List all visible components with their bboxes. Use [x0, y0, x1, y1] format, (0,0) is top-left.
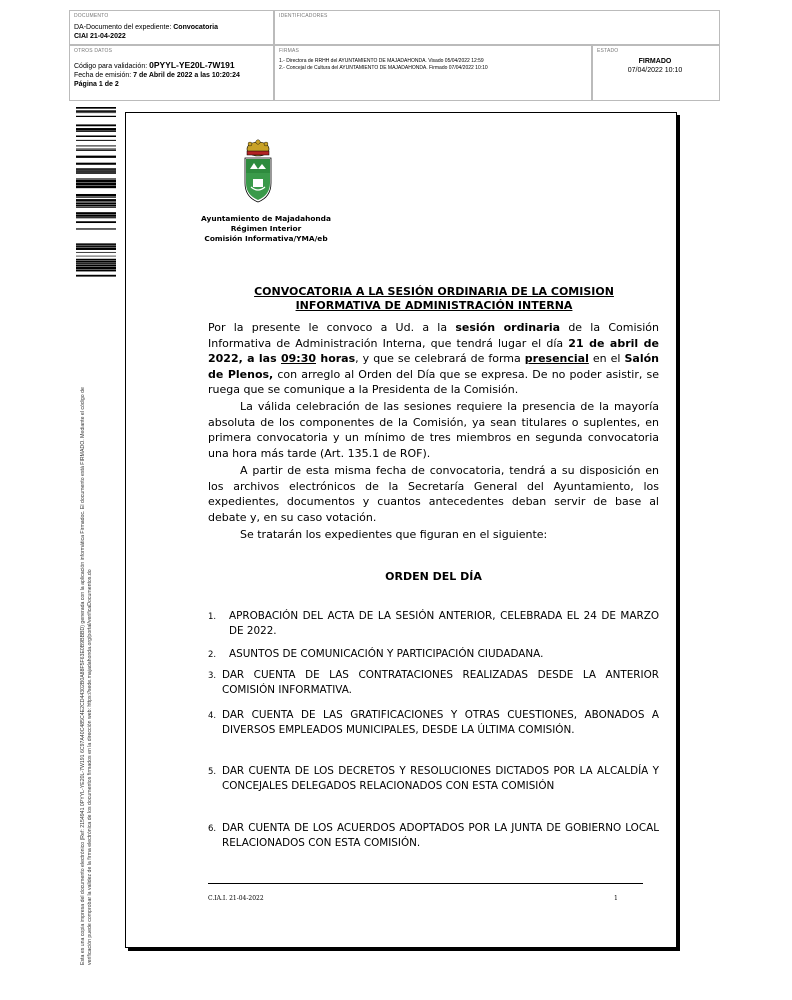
- document-page: [125, 112, 677, 948]
- pagina-indicator: Página 1 de 2: [74, 81, 119, 88]
- side-note-line-2: verificación puede comprobar la validez de la firma electrónica de los documentos firmados en la dirección web: https://sede.majadahonda.org/portal/verificaDocumentos.do: [86, 569, 93, 965]
- header-otros-datos-box: [69, 45, 274, 101]
- fecha-emision: 7 de Abril de 2022 a las 10:20:24: [133, 72, 240, 79]
- agenda-item-number: 1.: [208, 612, 217, 622]
- agenda-item-number: 3.: [208, 671, 217, 681]
- title-line-2: INFORMATIVA DE ADMINISTRACIÓN INTERNA: [295, 299, 573, 312]
- firma-2: 2.- Concejal de Cultura del AYUNTAMIENTO DE MAJADAHONDA. Firmado 07/04/2022 10:10: [279, 64, 488, 71]
- documento-label: DOCUMENTO: [74, 13, 109, 19]
- agenda-item-text: APROBACIÓN DEL ACTA DE LA SESIÓN ANTERIOR, CELEBRADA EL 24 DE MARZO DE 2022.: [229, 610, 659, 637]
- identificadores-label: IDENTIFICADORES: [279, 13, 328, 19]
- fecha-sesion: 21 de abril de 2022, a las: [208, 336, 659, 365]
- hora-sesion: 09:30: [281, 352, 317, 365]
- orden-del-dia-title: ORDEN DEL DÍA: [385, 570, 482, 583]
- footer-page-number: 1: [614, 895, 618, 902]
- sesion-ordinaria: sesión ordinaria: [455, 321, 561, 334]
- barcode-image: [76, 107, 116, 277]
- firma-1: 1.- Directora de RRHH del AYUNTAMIENTO DE MAJADAHONDA. Visado 05/04/2022 12:59: [279, 58, 484, 64]
- agenda-item: [208, 609, 659, 638]
- estado-fecha: 07/04/2022 10:10: [627, 66, 683, 74]
- agenda-item-number: 5.: [208, 767, 217, 777]
- coat-of-arms-icon: [241, 139, 275, 205]
- agenda-item: [208, 647, 659, 662]
- codigo-validacion: 0PYYL-YE20L-7W191: [149, 60, 235, 70]
- agenda-item-number: 2.: [208, 650, 217, 660]
- org-line-3: Comisión Informativa/YMA/eb: [204, 234, 328, 243]
- agenda-item: [208, 821, 659, 850]
- header-identificadores-box: [274, 10, 720, 45]
- documento-sub: CIAI 21-04-2022: [74, 32, 126, 40]
- codigo-prefix: Código para validación:: [74, 63, 150, 70]
- agenda-item-number: 6.: [208, 824, 217, 834]
- side-note-line-1: Esta es una copia impresa del documento electrónico (Ref: 2154941 0PYYL-YE20L-7W191 6C97A40C485C4E2CD44302B0A88F5F63E0B9BBBD) generada con la aplicación informática Firmadoc. El documento está FIRMADO. Mediante el código de: [80, 387, 86, 965]
- firmas-label: FIRMAS: [279, 48, 300, 54]
- agenda-item-text: DAR CUENTA DE LOS ACUERDOS ADOPTADOS POR LA JUNTA DE GOBIERNO LOCAL RELACIONADOS CON ESTA COMISIÓN.: [222, 822, 659, 849]
- agenda-item: [208, 764, 659, 793]
- estado-label: ESTADO: [597, 48, 619, 54]
- org-line-2: Régimen Interior: [230, 224, 302, 233]
- estado-value: FIRMADO: [638, 58, 672, 65]
- agenda-item: [208, 708, 659, 737]
- documento-name: Convocatoria: [173, 24, 218, 31]
- header-documento-box: [69, 10, 274, 45]
- otros-datos-label: OTROS DATOS: [74, 48, 113, 54]
- org-line-1: Ayuntamiento de Majadahonda: [201, 214, 331, 223]
- side-legal-note: [80, 387, 93, 965]
- documento-prefix: DA-Documento del expediente:: [74, 24, 174, 31]
- footer-divider: [208, 883, 643, 884]
- title-line-1: CONVOCATORIA A LA SESIÓN ORDINARIA DE LA COMISION: [254, 285, 614, 298]
- agenda-item-text: DAR CUENTA DE LAS GRATIFICACIONES Y OTRAS CUESTIONES, ABONADOS A DIVERSOS EMPLEADOS MUNICIPALES, DESDE LA ÚLTIMA COMISIÓN.: [222, 709, 659, 736]
- org-block: [186, 214, 346, 244]
- paragraph-3: A partir de esta misma fecha de convocatoria, tendrá a su disposición en los archivos electrónicos de la Secretaría General del Ayuntamiento, los expedientes, documentos y cuantos antecedentes deban servir de base al debate y, en su caso votación.: [208, 464, 659, 524]
- fecha-prefix: Fecha de emisión:: [74, 72, 134, 79]
- modalidad: presencial: [524, 352, 589, 365]
- agenda-item: [208, 668, 659, 697]
- footer-reference: C.IA.I. 21-04-2022: [208, 895, 264, 902]
- agenda-item-text: DAR CUENTA DE LOS DECRETOS Y RESOLUCIONES DICTADOS POR LA ALCALDÍA Y CONCEJALES DELEGADOS RELACIONADOS CON ESTA COMISIÓN: [222, 765, 659, 792]
- header-firmas-box: [274, 45, 592, 101]
- paragraph-2: La válida celebración de las sesiones requiere la presencia de la mayoría absoluta de los componentes de la Comisión, ya sean titulares o suplentes, en primera convocatoria y un mínimo de tres miembros en segunda convocatoria una hora más tarde (Art. 135.1 de ROF).: [208, 400, 659, 460]
- page-title: [206, 285, 662, 313]
- agenda-item-number: 4.: [208, 711, 217, 721]
- agenda-item-text: ASUNTOS DE COMUNICACIÓN Y PARTICIPACIÓN CIUDADANA.: [229, 648, 544, 660]
- paragraph-1: Por la presente le convoco a Ud. a la sesión ordinaria de la Comisión Informativa de Administración Interna, que tendrá lugar el día 21 de abril de 2022, a las 09:30 horas, y que se celebrará de forma presencial en el Salón de Plenos, con arreglo al Orden del Día que se expresa. De no poder asistir, se ruega que se comunique a la Presidenta de la Comisión.: [208, 321, 659, 396]
- agenda-item-text: DAR CUENTA DE LAS CONTRATACIONES REALIZADAS DESDE LA ANTERIOR COMISIÓN INFORMATIVA.: [222, 669, 659, 696]
- paragraph-4: Se tratarán los expedientes que figuran en el siguiente:: [240, 528, 548, 541]
- header-estado-box: [592, 45, 720, 101]
- lugar-sesion: Salón de Plenos,: [208, 352, 659, 381]
